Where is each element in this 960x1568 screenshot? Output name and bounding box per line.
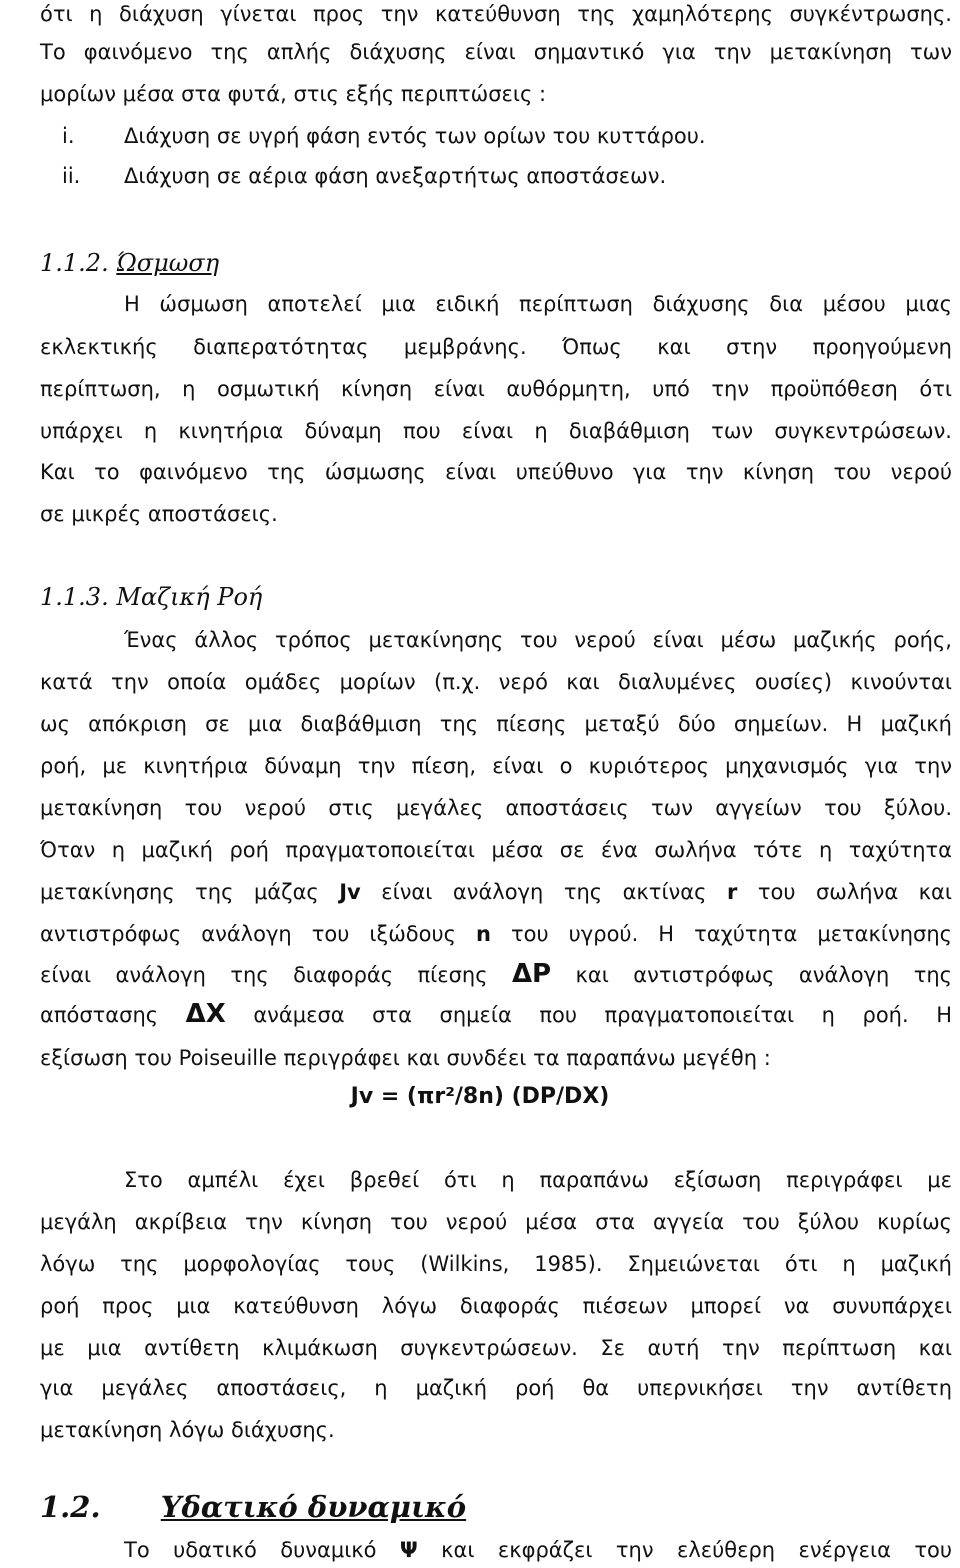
text-line: περίπτωση, η οσμωτική κίνηση είναι αυθόρμητη, υπό την προϋπόθεση ότι xyxy=(40,377,952,401)
symbol-jv: Jv xyxy=(339,880,361,904)
text-line: μετακίνηση λόγω διάχυσης. xyxy=(40,1418,335,1442)
section-number: 1.1.3. xyxy=(40,583,109,611)
text-line: Στο αμπέλι έχει βρεθεί ότι η παραπάνω εξίσωση περιγράφει με xyxy=(124,1168,952,1192)
symbol-delta-x: ΔX xyxy=(185,999,226,1029)
text-line: Και το φαινόμενο της ώσμωσης είναι υπεύθυνο για την κίνηση του νερού xyxy=(40,460,952,484)
section-heading-1-1-2 xyxy=(40,248,219,278)
text-run: του υγρού. Η ταχύτητα μετακίνησης xyxy=(490,922,952,946)
list-number: ii. xyxy=(62,164,81,188)
section-number: 1.2. xyxy=(40,1490,101,1524)
text-line: Το φαινόμενο της απλής διάχυσης είναι σημαντικό για την μετακίνηση των xyxy=(40,40,952,64)
section-number: 1.1.2. xyxy=(40,249,109,277)
text-run: Το υδατικό δυναμικό xyxy=(124,1538,400,1562)
text-run: είναι ανάλογη της ακτίνας xyxy=(360,880,727,904)
text-line xyxy=(40,920,952,948)
poiseuille-equation: Jv = (πr²/8n) (DP/DX) xyxy=(350,1084,610,1109)
symbol-psi: Ψ xyxy=(399,1538,418,1562)
text-line xyxy=(40,1000,952,1029)
text-line: σε μικρές αποστάσεις. xyxy=(40,502,278,526)
text-run: του σωλήνα και xyxy=(737,880,952,904)
section-title: Ώσμωση xyxy=(116,249,220,277)
list-item-text: Διάχυση σε αέρια φάση ανεξαρτήτως αποστάσεων. xyxy=(124,164,667,188)
symbol-n: n xyxy=(476,922,491,946)
text-run: απόστασης xyxy=(40,1003,186,1027)
text-line: ροή προς μια κατεύθυνση λόγω διαφοράς πιέσεων μπορεί να συνυπάρχει xyxy=(40,1294,952,1318)
text-line: ως απόκριση σε μια διαβάθμιση της πίεσης μεταξύ δύο σημείων. Η μαζική xyxy=(40,712,952,736)
text-line: ότι η διάχυση γίνεται προς την κατεύθυνση της χαμηλότερης συγκέντρωσης. xyxy=(40,2,952,26)
text-line: υπάρχει η κινητήρια δύναμη που είναι η διαβάθμιση των συγκεντρώσεων. xyxy=(40,419,952,443)
text-run: και αντιστρόφως ανάλογη της xyxy=(551,963,953,987)
text-line xyxy=(40,960,952,989)
list-number: i. xyxy=(62,124,75,148)
text-run: είναι ανάλογη της διαφοράς πίεσης xyxy=(40,963,512,987)
text-line: λόγω της μορφολογίας τους (Wilkins, 1985). Σημειώνεται ότι η μαζική xyxy=(40,1252,952,1276)
text-line: μετακίνηση του νερού στις μεγάλες αποστάσεις των αγγείων του ξύλου. xyxy=(40,796,952,820)
text-line: εξίσωση του Poiseuille περιγράφει και συνδέει τα παραπάνω μεγέθη : xyxy=(40,1046,771,1070)
text-line: ροή, με κινητήρια δύναμη την πίεση, είναι ο κυριότερος μηχανισμός για την xyxy=(40,754,952,778)
text-line xyxy=(124,1536,952,1564)
list-item-text: Διάχυση σε υγρή φάση εντός των ορίων του κυττάρου. xyxy=(124,124,706,148)
text-line xyxy=(40,878,952,906)
text-run: μετακίνησης της μάζας xyxy=(40,880,340,904)
text-line: κατά την οποία ομάδες μορίων (π.χ. νερό και διαλυμένες ουσίες) κινούνται xyxy=(40,670,952,694)
symbol-r: r xyxy=(726,880,738,904)
text-run: και εκφράζει την ελεύθερη ενέργεια του xyxy=(417,1538,952,1562)
text-line: μεγάλη ακρίβεια την κίνηση του νερού μέσα στα αγγεία του ξύλου κυρίως xyxy=(40,1210,952,1234)
section-heading-1-1-3 xyxy=(40,582,262,612)
section-heading-1-2 xyxy=(40,1490,466,1524)
text-line: για μεγάλες αποστάσεις, η μαζική ροή θα υπερνικήσει την αντίθετη xyxy=(40,1376,952,1400)
section-title: Μαζική Ροή xyxy=(116,583,263,611)
text-line: εκλεκτικής διαπερατότητας μεμβράνης. Όπως και στην προηγούμενη xyxy=(40,335,952,359)
text-run: ανάμεσα στα σημεία που πραγματοποιείται η ροή. Η xyxy=(225,1003,953,1027)
text-line: μορίων μέσα στα φυτά, στις εξής περιπτώσεις : xyxy=(40,82,547,106)
symbol-delta-p: ΔP xyxy=(511,959,552,989)
text-line: Ένας άλλος τρόπος μετακίνησης του νερού είναι μέσω μαζικής ροής, xyxy=(124,628,952,652)
text-run: αντιστρόφως ανάλογη του ιξώδους xyxy=(40,922,476,946)
text-line: Όταν η μαζική ροή πραγματοποιείται μέσα σε ένα σωλήνα τότε η ταχύτητα xyxy=(40,838,952,862)
section-title: Υδατικό δυναμικό xyxy=(160,1490,467,1524)
text-line: με μια αντίθετη κλιμάκωση συγκεντρώσεων. Σε αυτή την περίπτωση και xyxy=(40,1336,952,1360)
text-line: Η ώσμωση αποτελεί μια ειδική περίπτωση διάχυσης δια μέσου μιας xyxy=(124,292,952,316)
